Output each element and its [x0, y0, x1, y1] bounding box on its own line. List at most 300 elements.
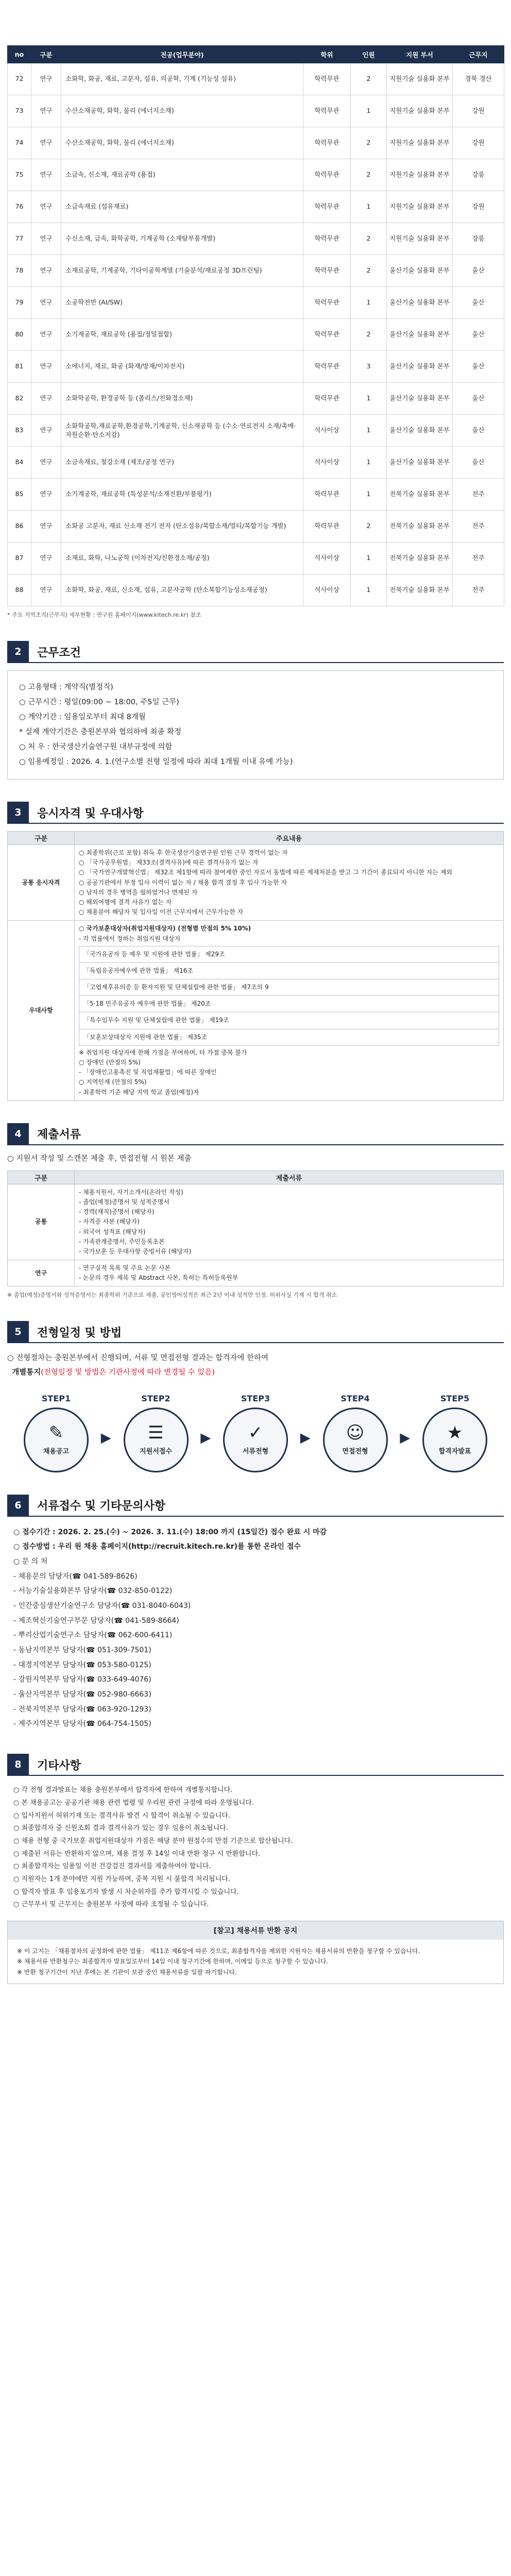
- condition-line: ○ 계약기간 : 임용일로부터 최대 8개월: [19, 713, 146, 721]
- law-row: [79, 946, 499, 962]
- common-documents: [75, 1184, 504, 1260]
- table-cell: 연구: [31, 63, 61, 95]
- table-cell: 학력무관: [303, 319, 351, 351]
- table-cell: 88: [8, 574, 31, 606]
- section-number: 2: [7, 641, 29, 663]
- table-cell: 강원: [453, 127, 504, 159]
- notice-line: ※ 반환 청구기간이 지난 후에는 본 기관이 보관 중인 채용서류를 일괄 파기합니다.: [17, 1968, 237, 1976]
- work-conditions-box: [7, 670, 504, 779]
- table-cell: 연구: [31, 351, 61, 383]
- step-icon: ✓: [248, 1422, 263, 1444]
- table-cell: 강원: [453, 191, 504, 223]
- section-misc: [7, 1754, 504, 1984]
- table-row: [8, 159, 504, 191]
- section-title: 기타사항: [37, 1759, 81, 1772]
- notice-list: [8, 1940, 503, 1984]
- table-cell: 학력무관: [303, 287, 351, 319]
- table-cell: 전주: [453, 479, 504, 511]
- arrow-icon: ▶: [200, 1430, 211, 1446]
- table-cell: 74: [8, 127, 31, 159]
- arrow-icon: ▶: [100, 1430, 111, 1446]
- step-icon: ☰: [148, 1422, 164, 1444]
- law-row: [79, 1012, 499, 1029]
- table-cell: 학력무관: [303, 95, 351, 127]
- table-cell: 연구: [31, 415, 61, 447]
- table-cell: 울산기술 실용화 본부: [387, 415, 453, 447]
- table-cell: 울산: [453, 415, 504, 447]
- section-number: 4: [7, 1123, 29, 1145]
- condition-line: ○ 근무시간 : 평일(09:00 ~ 18:00, 주5일 근무): [19, 698, 179, 706]
- col-header: 구분: [8, 1171, 75, 1184]
- research-documents: [75, 1260, 504, 1286]
- other-preferences: [79, 1048, 499, 1097]
- law-row: [79, 996, 499, 1012]
- table-cell: 강원: [453, 95, 504, 127]
- table-row: [8, 287, 504, 319]
- section-qualifications: [7, 802, 504, 1101]
- table-cell: 82: [8, 383, 31, 415]
- table-cell: 울산: [453, 351, 504, 383]
- section-number: 6: [7, 1495, 29, 1516]
- qualifications-table: [7, 831, 504, 1101]
- table-cell: 72: [8, 63, 31, 95]
- process-step: [317, 1394, 394, 1472]
- application-line: - 인간중심생산기술연구소 담당자(☎ 031-8040-6043): [13, 1601, 191, 1610]
- step-label: 면접전형: [342, 1448, 368, 1456]
- condition-line: * 실제 계약기간은 충원본부와 협의하에 최종 확정: [19, 728, 182, 736]
- application-line: - 채용문의 담당자(☎ 041-589-8626): [13, 1572, 138, 1581]
- qualification-line: ○ 해외여행에 결격 사유가 없는 자: [79, 898, 172, 906]
- table-cell: 소재료, 화학, 나노공학 (이차전지/친환경소재/공정): [61, 543, 303, 574]
- application-list: [7, 1525, 504, 1732]
- schedule-lead-text: ○ 전형절차는 충원본부에서 진행되며, 서류 및 면접전형 결과는 합격자에 한하여: [7, 1354, 268, 1363]
- table-cell: 수신소재, 금속, 화학공학, 기계공학 (소재탐부품개발): [61, 223, 303, 255]
- section-header: [7, 1124, 504, 1145]
- table-cell: 1: [351, 383, 387, 415]
- application-line: - 동남지역본부 담당자(☎ 051-309-7501): [13, 1646, 151, 1655]
- step-label: 서류전형: [242, 1448, 269, 1456]
- table-cell: 울산: [453, 319, 504, 351]
- table-row: [8, 223, 504, 255]
- condition-line: ○ 고용형태 : 계약직(별정직): [19, 683, 113, 691]
- table-cell: 2: [351, 159, 387, 191]
- table-cell: 소금속재료 (섬유재료): [61, 191, 303, 223]
- laws-table: [79, 946, 499, 1046]
- table-row: [8, 127, 504, 159]
- table-cell: 수산소재공학, 화학, 물리 (에너지소재): [61, 95, 303, 127]
- table-cell: 울산기술 실용화 본부: [387, 287, 453, 319]
- recruitment-table: [7, 45, 504, 606]
- sub-line: - 각 법률에서 정하는 취업지원 대상자: [79, 935, 181, 942]
- table-cell: 1: [351, 191, 387, 223]
- table-cell: 지원기술 실용화 본부: [387, 223, 453, 255]
- table-row: [8, 319, 504, 351]
- table-cell: 연구: [31, 255, 61, 287]
- table-row: [8, 351, 504, 383]
- step-circle: [124, 1408, 189, 1472]
- table-cell: 76: [8, 191, 31, 223]
- schedule-lead-red: (전형일정 및 방법은 기관사정에 따라 변경될 수 있음): [41, 1368, 215, 1377]
- step-label: 지원서접수: [140, 1448, 172, 1456]
- document-line: - 채용지원서, 자기소개서(온라인 작성): [79, 1188, 183, 1196]
- table-cell: 연구: [31, 159, 61, 191]
- table-cell: 2: [351, 223, 387, 255]
- table-cell: 2: [351, 511, 387, 543]
- qualification-line: ○ 남자의 경우 병역을 필하였거나 면제된 자: [79, 888, 198, 896]
- table-cell: 강릉: [453, 223, 504, 255]
- table-cell: 울산기술 실용화 본부: [387, 383, 453, 415]
- table-row: [8, 511, 504, 543]
- step-icon: ✎: [48, 1422, 64, 1444]
- step-number: STEP5: [440, 1393, 470, 1403]
- table-cell: 연구: [31, 223, 61, 255]
- table-cell: 전북기술 실용화 본부: [387, 511, 453, 543]
- table-cell: 울산기술 실용화 본부: [387, 351, 453, 383]
- section-documents: [7, 1124, 504, 1299]
- law-row: [79, 1029, 499, 1045]
- table-cell: 석사이상: [303, 574, 351, 606]
- table-cell: 소에너지, 재료, 화공 (화재/방재/이차전지): [61, 351, 303, 383]
- table-cell: 연구: [31, 511, 61, 543]
- qualification-line: ○ 채용분야 해당자 및 입사일 이전 근무지에서 근무가능한 자: [79, 908, 244, 916]
- misc-line: ○ 각 전형 결과발표는 채용 충원본부에서 합격자에 한하여 개별통지합니다.: [13, 1786, 233, 1794]
- page: [0, 45, 511, 1994]
- row-label: 공통 응시자격: [8, 845, 75, 921]
- table-cell: 연구: [31, 479, 61, 511]
- table-cell: 울산기술 실용화 본부: [387, 255, 453, 287]
- table-cell: 학력무관: [303, 383, 351, 415]
- documents-table: [7, 1171, 504, 1287]
- table-cell: 지원기술 실용화 본부: [387, 159, 453, 191]
- table-cell: 1: [351, 447, 387, 479]
- application-line: - 전북지역본부 담당자(☎ 063-920-1293): [13, 1705, 151, 1714]
- table-cell: 울산: [453, 383, 504, 415]
- table-cell: 75: [8, 159, 31, 191]
- misc-line: ○ 채용 전형 중 국가보훈 취업지원대상자 가점은 해당 분야 원점수의 만점 기준으로 합산됩니다.: [13, 1837, 293, 1845]
- table-cell: 석사이상: [303, 447, 351, 479]
- section-work-conditions: [7, 641, 504, 779]
- table-cell: 학력무관: [303, 255, 351, 287]
- col-header: 주요내용: [75, 832, 504, 845]
- table-cell: 87: [8, 543, 31, 574]
- col-header: 제출서류: [75, 1171, 504, 1184]
- table-cell: 83: [8, 415, 31, 447]
- table-cell: 81: [8, 351, 31, 383]
- table-cell: 학력무관: [303, 63, 351, 95]
- step-icon: ★: [447, 1422, 463, 1444]
- table-cell: 울산: [453, 287, 504, 319]
- table-cell: 73: [8, 95, 31, 127]
- table-cell: 학력무관: [303, 223, 351, 255]
- table-cell: 86: [8, 511, 31, 543]
- section-title: 제출서류: [37, 1128, 81, 1142]
- preference-line: ○ 장애인 (만점의 5%): [79, 1059, 141, 1066]
- table-row: [8, 415, 504, 447]
- section-header: [7, 1754, 504, 1776]
- table-cell: 2: [351, 319, 387, 351]
- table-row: [8, 95, 504, 127]
- law-row: [79, 962, 499, 979]
- table-row: [8, 255, 504, 287]
- table-cell: 연구: [31, 191, 61, 223]
- table-cell: 전주: [453, 511, 504, 543]
- section-header: [7, 1495, 504, 1517]
- table-cell: 소금속재료, 철강소재 (제조/공정 연구): [61, 447, 303, 479]
- table-cell: 연구: [31, 574, 61, 606]
- document-line: - 논문의 경우 제목 및 Abstract 사본, 특허는 특허등록원부: [79, 1274, 239, 1282]
- section-application: [7, 1495, 504, 1732]
- section-number: 5: [7, 1321, 29, 1343]
- document-line: - 연구실적 목록 및 주요 논문 사본: [79, 1264, 171, 1272]
- step-circle: [323, 1408, 388, 1472]
- qualification-line: ○ 공공기관에서 부정 입사 이력이 없는 자 / 채용 합격 결정 후 입사 가능한 자: [79, 878, 287, 886]
- notice-line: ※ 이 고지는 「채용절차의 공정화에 관한 법률」 제11조 제6항에 따른 것으로, 최종합격자를 제외한 지원자는 채용서류의 반환을 청구할 수 있습니다.: [17, 1947, 420, 1955]
- table-row: [8, 447, 504, 479]
- table-cell: 전북기술 실용화 본부: [387, 479, 453, 511]
- section-header: [7, 802, 504, 824]
- row-label: 우대사항: [8, 921, 75, 1100]
- step-circle: [223, 1408, 288, 1472]
- table-cell: 1: [351, 95, 387, 127]
- table-cell: 지원기술 실용화 본부: [387, 63, 453, 95]
- table-cell: 연구: [31, 383, 61, 415]
- qualification-line: ○ 「국가연구개발혁신법」 제32조 제1항에 따라 참여제한 중인 자로서 동법에 따른 제재처분을 받고 그 기간이 종료되지 아니한 자는 제외: [79, 869, 453, 876]
- law-cell: 「특수임무수 지원 및 단체설립에 관한 법률」 제19조: [79, 1012, 499, 1029]
- table-note: * 주요 지역조직(근무지) 세부현황 : 연구원 홈페이지(www.kitech.re.kr) 참조: [7, 612, 201, 618]
- application-line: ○ 문 의 처: [13, 1557, 48, 1566]
- document-line: - 국가보훈 등 우대사항 증빙서류 (해당자): [79, 1247, 192, 1255]
- section-number: 3: [7, 802, 29, 823]
- application-line: - 뿌리산업기술연구소 담당자(☎ 062-600-6411): [13, 1631, 173, 1640]
- step-icon: ☺: [346, 1422, 365, 1444]
- application-line: ○ 접수방법 : 우리 원 채용 홈페이지(http://recruit.kitech.re.kr)를 통한 온라인 접수: [13, 1543, 301, 1551]
- application-line: ○ 접수기간 : 2026. 2. 25.(수) ~ 2026. 3. 11.(수) 18:00 까지 (15일간) 접수 완료 시 마감: [13, 1528, 327, 1536]
- header-cell: 전공(업무분야): [61, 46, 303, 63]
- section-title: 전형일정 및 방법: [37, 1326, 122, 1340]
- step-circle: [24, 1408, 89, 1472]
- preferential-items: [75, 921, 504, 1100]
- table-cell: 경북 경산: [453, 63, 504, 95]
- step-number: STEP4: [340, 1393, 370, 1403]
- header-cell: 인원: [351, 46, 387, 63]
- col-header: 구분: [8, 832, 75, 845]
- application-line: - 강원지역본부 담당자(☎ 033-649-4076): [13, 1675, 151, 1684]
- table-cell: 석사이상: [303, 543, 351, 574]
- table-cell: 1: [351, 479, 387, 511]
- table-row: [8, 63, 504, 95]
- table-cell: 소재료공학, 기계공학, 기타이공학계열 (기술분석/재료공정 3D프린팅): [61, 255, 303, 287]
- preference-line: - 「장애인고용촉진 및 직업재활법」에 따른 장애인: [79, 1069, 217, 1076]
- section-header: [7, 1321, 504, 1343]
- step-number: STEP1: [41, 1393, 71, 1403]
- document-line: - 외국어 성적표 (해당자): [79, 1228, 146, 1235]
- document-line: - 가족관계증명서, 주민등록초본: [79, 1238, 165, 1245]
- misc-line: ○ 합격자 발표 후 임용포기자 발생 시 차순위자를 추가 합격시킬 수 있습니다.: [13, 1888, 239, 1896]
- table-cell: 소공학전반 (AI/SW): [61, 287, 303, 319]
- step-number: STEP3: [241, 1393, 270, 1403]
- table-cell: 전북기술 실용화 본부: [387, 574, 453, 606]
- table-cell: 77: [8, 223, 31, 255]
- section-title: 응시자격 및 우대사항: [37, 807, 144, 820]
- notice-title: [참고] 채용서류 반환 공지: [8, 1921, 503, 1940]
- step-label: 채용공고: [43, 1448, 70, 1456]
- law-cell: 「고엽제후유의증 등 환자지원 및 단체설립에 관한 법률」 제7조의 9: [79, 979, 499, 996]
- process-step: [18, 1394, 95, 1472]
- application-line: - 서능기술실용화본부 담당자(☎ 032-850-0122): [13, 1587, 173, 1596]
- document-line: - 자격증 사본 (해당자): [79, 1218, 140, 1226]
- table-cell: 연구: [31, 543, 61, 574]
- preference-line: - 최종학력 기준 해당 지역 학교 졸업(예정)자: [79, 1088, 199, 1096]
- step-label: 합격자발표: [438, 1448, 471, 1456]
- table-cell: 소화학공학,재료공학,환경공학,기계공학, 신소재공학 등 (수소·연료전지 소재/촉매·자원순환·탄소저감): [61, 415, 303, 447]
- application-line: - 제주지역본부 담당자(☎ 064-754-1505): [13, 1720, 151, 1728]
- table-cell: 전북기술 실용화 본부: [387, 543, 453, 574]
- header-cell: no: [8, 46, 31, 63]
- table-cell: 울산: [453, 255, 504, 287]
- table-cell: 78: [8, 255, 31, 287]
- header-cell: 지원 부서: [387, 46, 453, 63]
- recruitment-table-wrap: [7, 45, 504, 619]
- veteran-sub: [79, 934, 499, 944]
- table-cell: 소화학공학, 환경공학 등 (폴리스/친화경소재): [61, 383, 303, 415]
- table-cell: 소화학, 화공, 재료, 신소재, 섬유, 고분자공학 (탄소복합기능성소재공정): [61, 574, 303, 606]
- table-cell: 소화공 고분자, 재료 신소재 전기 전자 (탄소섬유/복합소재/멀티/복합기능 개발): [61, 511, 303, 543]
- step-number: STEP2: [141, 1393, 171, 1403]
- table-header: [8, 46, 504, 63]
- table-cell: 1: [351, 543, 387, 574]
- application-line: - 제조혁신기술연구부문 담당자(☎ 041-589-8664): [13, 1616, 179, 1625]
- table-cell: 연구: [31, 95, 61, 127]
- table-row: [8, 543, 504, 574]
- table-cell: 전주: [453, 574, 504, 606]
- misc-line: ○ 지원자는 1개 분야에만 지원 가능하며, 중복 지원 시 불합격 처리됩니다.: [13, 1875, 230, 1883]
- table-cell: 전주: [453, 543, 504, 574]
- table-cell: 수산소재공학, 화학, 물리 (에너지소재): [61, 127, 303, 159]
- section-header: [7, 641, 504, 663]
- table-cell: 2: [351, 255, 387, 287]
- process-step: [217, 1394, 294, 1472]
- table-cell: 울산: [453, 447, 504, 479]
- condition-line: ○ 처 우 : 한국생산기술연구원 내부규정에 의함: [19, 743, 173, 751]
- table-cell: 울산기술 실용화 본부: [387, 319, 453, 351]
- table-cell: 연구: [31, 319, 61, 351]
- section-schedule: [7, 1321, 504, 1472]
- misc-line: ○ 본 채용공고는 공공기관 채용 관련 법령 및 우리원 관련 규정에 따라 운영됩니다.: [13, 1799, 254, 1807]
- table-cell: 학력무관: [303, 127, 351, 159]
- table-cell: 학력무관: [303, 159, 351, 191]
- misc-line: ○ 제출된 서류는 반환하지 않으며, 채용 결정 후 14일 이내 반환 청구 시 반환합니다.: [13, 1850, 261, 1858]
- process-step: [117, 1394, 195, 1472]
- document-line: - 졸업(예정)증명서 및 성적증명서: [79, 1198, 169, 1206]
- condition-line: ○ 임용예정일 : 2026. 4. 1.(연구소별 전형 일정에 따라 최대 1개월 이내 유예 가능): [19, 758, 293, 766]
- table-cell: 지원기술 실용화 본부: [387, 127, 453, 159]
- table-cell: 84: [8, 447, 31, 479]
- schedule-lead: [7, 1351, 504, 1380]
- table-cell: 연구: [31, 447, 61, 479]
- table-cell: 1: [351, 574, 387, 606]
- header-cell: 구분: [31, 46, 61, 63]
- table-row: [8, 191, 504, 223]
- section-title: 근무조건: [37, 646, 81, 659]
- table-cell: 소금속, 신소재, 재료공학 (용접): [61, 159, 303, 191]
- section-number: 8: [7, 1754, 29, 1775]
- application-line: - 울산지역본부 담당자(☎ 052-980-6663): [13, 1690, 151, 1699]
- table-cell: 연구: [31, 127, 61, 159]
- documents-note: ※ 졸업(예정)증명서와 성적증명서는 최종학위 기준으로 제출, 공인영어성적은 최근 2년 이내 성적만 인정. 허위사실 기재 시 합격 취소: [7, 1292, 337, 1299]
- row-label: 연구: [8, 1260, 75, 1286]
- application-line: - 대경지역본부 담당자(☎ 053-580-0125): [13, 1660, 151, 1669]
- table-row: [8, 574, 504, 606]
- notice-line: ※ 채용서류 반환청구는 최종합격자 발표일로부터 14일 이내 청구기간에 한하며, 이메일 등으로 청구할 수 있습니다.: [17, 1958, 329, 1965]
- law-cell: 「국가유공자 등 예우 및 지원에 관한 법률」 제29조: [79, 946, 499, 962]
- table-cell: 연구: [31, 287, 61, 319]
- table-cell: 소화학, 화공, 재료, 고분자, 섬유, 의공학, 기계 (기능성 섬유): [61, 63, 303, 95]
- misc-line: ○ 최종합격자 중 신원조회 결과 결격사유가 있는 경우 임용이 취소됩니다.: [13, 1824, 228, 1833]
- document-line: - 경력(재직)증명서 (해당자): [79, 1208, 155, 1216]
- law-cell: 「5·18 민주유공자 예우에 관한 법률」 제20조: [79, 996, 499, 1012]
- table-cell: 지원기술 실용화 본부: [387, 95, 453, 127]
- table-cell: 학력무관: [303, 511, 351, 543]
- return-notice: [7, 1921, 504, 1984]
- process-step: [416, 1394, 493, 1472]
- law-row: [79, 979, 499, 996]
- table-cell: 울산기술 실용화 본부: [387, 447, 453, 479]
- common-qualifications: [75, 845, 504, 921]
- table-cell: 석사이상: [303, 415, 351, 447]
- table-row: [8, 383, 504, 415]
- misc-list: [7, 1784, 504, 1911]
- step-circle: [422, 1408, 487, 1472]
- misc-line: ○ 근무부서 및 근무지는 충원본부 사정에 따라 조정될 수 있습니다.: [13, 1901, 209, 1909]
- table-cell: 소기계공학, 재료공학 (용접/정밀접합): [61, 319, 303, 351]
- schedule-lead-bold: 개별통지: [12, 1368, 41, 1377]
- documents-lead: ○ 지원서 작성 및 스캔본 제출 후, 면접전형 시 원본 제출: [7, 1154, 192, 1163]
- table-cell: 강릉: [453, 159, 504, 191]
- header-cell: 학위: [303, 46, 351, 63]
- qualification-line: ○ 「국가공무원법」 제33조(결격사유)에 따른 결격사유가 없는 자: [79, 859, 259, 867]
- section-title: 서류접수 및 기타문의사항: [37, 1500, 166, 1513]
- header-cell: 근무지: [453, 46, 504, 63]
- table-body: [8, 63, 504, 606]
- table-cell: 1: [351, 287, 387, 319]
- misc-line: ○ 최종합격자는 임용일 이전 건강검진 결과서를 제출하여야 합니다.: [13, 1862, 211, 1871]
- preference-line: ○ 지역인재 (만점의 5%): [79, 1078, 147, 1086]
- law-cell: 「독립유공자예우에 관한 법률」 제16조: [79, 962, 499, 979]
- process-steps: [7, 1394, 504, 1472]
- table-cell: 학력무관: [303, 351, 351, 383]
- qualification-line: ○ 최종학위(근로 포함) 취득 후 한국생산기술연구원 인원 근무 경력이 없는 자: [79, 849, 288, 856]
- misc-line: ○ 입사지원서 허위기재 또는 결격사유 발견 시 합격이 취소될 수 있습니다.: [13, 1811, 230, 1820]
- table-cell: 소기계공학, 재료공학 (특성분석/소재전환/부품평가): [61, 479, 303, 511]
- veteran-preference: ○ 국가보훈대상자(취업지원대상자) (전형별 만점의 5% 10%): [79, 925, 251, 933]
- table-cell: 지원기술 실용화 본부: [387, 191, 453, 223]
- row-label: 공통: [8, 1184, 75, 1260]
- table-cell: 85: [8, 479, 31, 511]
- arrow-icon: ▶: [400, 1430, 411, 1446]
- table-cell: 학력무관: [303, 479, 351, 511]
- table-cell: 80: [8, 319, 31, 351]
- table-cell: 79: [8, 287, 31, 319]
- law-cell: 「보훈보상대상자 지원에 관한 법률」 제35조: [79, 1029, 499, 1045]
- table-cell: 학력무관: [303, 191, 351, 223]
- table-cell: 2: [351, 63, 387, 95]
- table-cell: 1: [351, 415, 387, 447]
- table-cell: 2: [351, 127, 387, 159]
- arrow-icon: ▶: [300, 1430, 311, 1446]
- preference-line: ※ 취업지원 대상자에 한해 가점을 부여하며, 타 가점 중복 불가: [79, 1048, 247, 1056]
- table-cell: 3: [351, 351, 387, 383]
- table-row: [8, 479, 504, 511]
